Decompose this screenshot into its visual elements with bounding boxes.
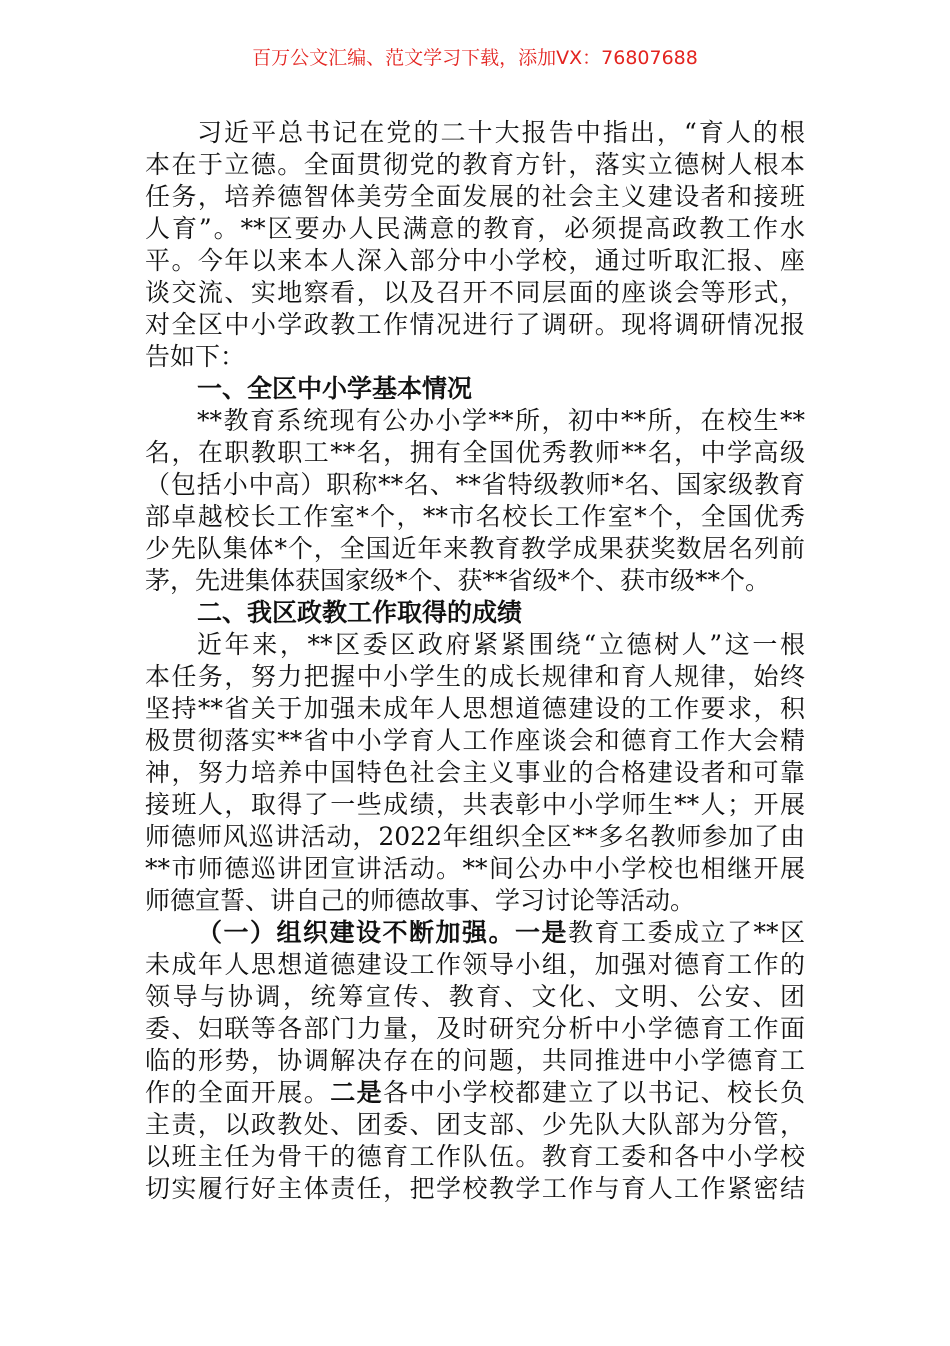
text-line xyxy=(145,117,805,149)
text-segment: 作的全面开展。 xyxy=(145,1078,331,1107)
text-line xyxy=(145,533,805,565)
text-segment: 少先队集体*个，全国近年来教育教学成果获奖数居名列前 xyxy=(145,534,805,563)
document-body xyxy=(145,117,805,1205)
text-segment: 各中小学校都建立了以书记、校长负 xyxy=(383,1078,805,1107)
text-line xyxy=(145,501,805,533)
text-line xyxy=(145,1109,805,1141)
text-segment: 师德师风巡讲活动，2022年组织全区**多名教师参加了由 xyxy=(145,822,805,851)
text-segment: 平。今年以来本人深入部分中小学校，通过听取汇报、座 xyxy=(145,246,805,275)
text-line xyxy=(145,437,805,469)
text-segment: 坚持**省关于加强未成年人思想道德建设的工作要求，积 xyxy=(145,694,805,723)
text-line xyxy=(145,565,805,597)
text-segment: 主责，以政教处、团委、团支部、少先队大队部为分管， xyxy=(145,1110,805,1139)
text-line xyxy=(145,821,805,853)
text-line xyxy=(145,757,805,789)
text-line xyxy=(145,725,805,757)
bold-text: 一、全区中小学基本情况 xyxy=(197,374,473,403)
text-line xyxy=(145,597,805,629)
text-line xyxy=(145,1173,805,1205)
text-line xyxy=(145,1141,805,1173)
text-segment: 任务，培养德智体美劳全面发展的社会主义建设者和接班 xyxy=(145,182,805,211)
text-segment: 本任务，努力把握中小学生的成长规律和育人规律，始终 xyxy=(145,662,805,691)
text-line xyxy=(145,213,805,245)
text-line xyxy=(145,629,805,661)
text-line xyxy=(145,181,805,213)
text-segment: 本在于立德。全面贯彻党的教育方针，落实立德树人根本 xyxy=(145,150,805,179)
text-line xyxy=(145,693,805,725)
text-line xyxy=(145,917,805,949)
text-segment: 名，在职教职工**名，拥有全国优秀教师**名，中学高级 xyxy=(145,438,805,467)
text-segment: 师德宣誓、讲自己的师德故事、学习讨论等活动。 xyxy=(145,886,696,915)
text-segment: 以班主任为骨干的德育工作队伍。教育工委和各中小学校 xyxy=(145,1142,805,1171)
bold-text: （一）组织建设不断加强。一是 xyxy=(197,918,568,947)
text-line xyxy=(145,949,805,981)
watermark-header: 百万公文汇编、范文学习下载，添加VX：76807688 xyxy=(252,47,698,69)
text-segment: 近年来，**区委区政府紧紧围绕“立德树人”这一根 xyxy=(197,630,805,659)
text-segment: 委、妇联等各部门力量，及时研究分析中小学德育工作面 xyxy=(145,1014,805,1043)
text-segment: **市师德巡讲团宣讲活动。**间公办中小学校也相继开展 xyxy=(145,854,805,883)
text-line xyxy=(145,405,805,437)
text-segment: 切实履行好主体责任，把学校教学工作与育人工作紧密结 xyxy=(145,1174,805,1203)
text-segment: 临的形势，协调解决存在的问题，共同推进中小学德育工 xyxy=(145,1046,805,1075)
text-segment: 极贯彻落实**省中小学育人工作座谈会和德育工作大会精 xyxy=(145,726,805,755)
text-line xyxy=(145,885,805,917)
text-line xyxy=(145,373,805,405)
text-line xyxy=(145,245,805,277)
text-segment: 告如下： xyxy=(145,342,246,371)
text-segment: （包括小中高）职称**名、**省特级教师*名、国家级教育 xyxy=(145,470,805,499)
text-line xyxy=(145,661,805,693)
text-segment: **教育系统现有公办小学**所，初中**所，在校生** xyxy=(197,406,805,435)
text-line xyxy=(145,341,805,373)
text-segment: 习近平总书记在党的二十大报告中指出，“育人的根 xyxy=(197,118,805,147)
text-line xyxy=(145,1013,805,1045)
text-line xyxy=(145,469,805,501)
text-segment: 领导与协调，统筹宣传、教育、文化、文明、公安、团 xyxy=(145,982,805,1011)
text-line xyxy=(145,789,805,821)
text-line xyxy=(145,853,805,885)
text-segment: 茅，先进集体获国家级*个、获**省级*个、获市级**个。 xyxy=(145,566,771,595)
text-line xyxy=(145,1045,805,1077)
bold-text: 二是 xyxy=(330,1078,384,1107)
text-segment: 部卓越校长工作室*个，**市名校长工作室*个，全国优秀 xyxy=(145,502,805,531)
text-segment: 接班人，取得了一些成绩，共表彰中小学师生**人；开展 xyxy=(145,790,805,819)
text-line xyxy=(145,149,805,181)
text-line xyxy=(145,309,805,341)
bold-text: 二、我区政教工作取得的成绩 xyxy=(197,598,523,627)
text-segment: 人育”。**区要办人民满意的教育，必须提高政教工作水 xyxy=(145,214,805,243)
text-segment: 对全区中小学政教工作情况进行了调研。现将调研情况报 xyxy=(145,310,805,339)
text-line xyxy=(145,1077,805,1109)
text-segment: 教育工委成立了**区 xyxy=(567,918,805,947)
text-line xyxy=(145,277,805,309)
text-segment: 未成年人思想道德建设工作领导小组，加强对德育工作的 xyxy=(145,950,805,979)
text-segment: 谈交流、实地察看，以及召开不同层面的座谈会等形式， xyxy=(145,278,805,307)
text-segment: 神，努力培养中国特色社会主义事业的合格建设者和可靠 xyxy=(145,758,805,787)
text-line xyxy=(145,981,805,1013)
